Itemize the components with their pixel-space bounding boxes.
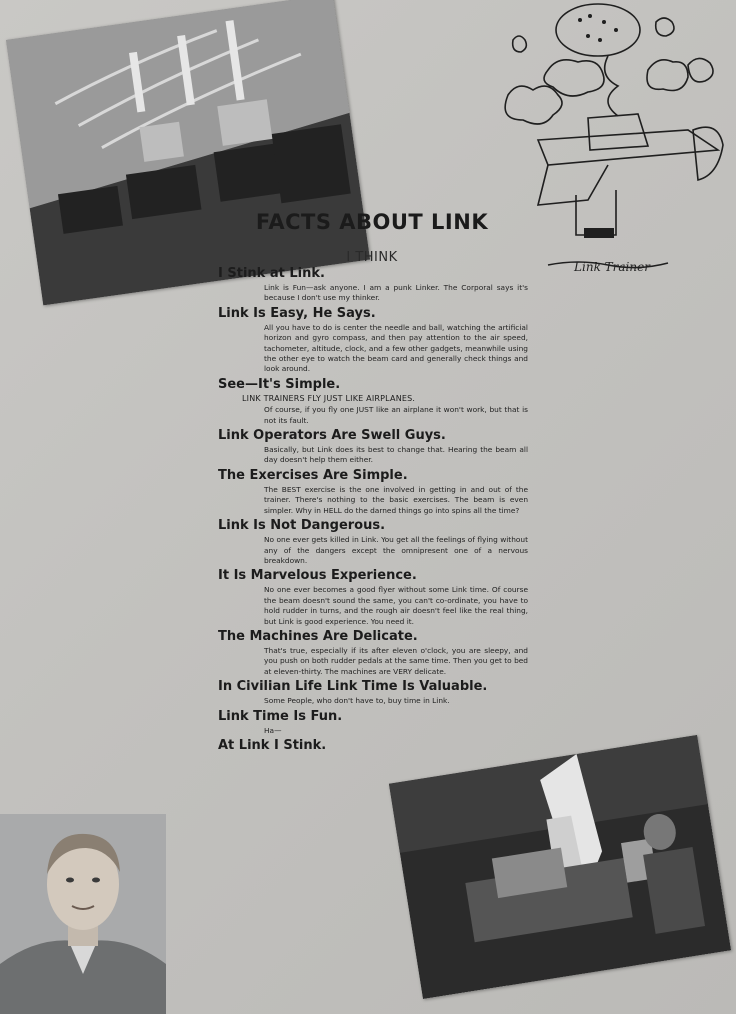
section-heading: See—It's Simple. xyxy=(218,376,341,392)
section-heading: It Is Marvelous Experience. xyxy=(218,568,417,584)
section-heading: The Machines Are Delicate. xyxy=(218,628,418,644)
section-text: Ha— xyxy=(264,725,282,735)
section-heading: Link Time Is Fun. xyxy=(218,708,343,724)
portrait-photo xyxy=(0,814,166,1014)
section-text: No one ever becomes a good flyer without some Link time. Of course the beam doesn't sound the same, you can't co-ordinate, you have to hold rudder in turns, and the rough air doesn't feel like the real thing, but Link is good experience. You need it. xyxy=(264,585,528,626)
section-text: Basically, but Link does its best to change that. Hearing the beam all day doesn't help them either. xyxy=(264,445,528,465)
sketch-caption: Link Trainer xyxy=(574,260,650,274)
section-heading: In Civilian Life Link Time Is Valuable. xyxy=(218,679,488,695)
section-text: Some People, who don't have to, buy time in Link. xyxy=(264,696,450,706)
section-text: That's true, especially if its after eleven o'clock, you are sleepy, and you push on both rudder pedals at the same time. Then you get to bed at eleven-thirty. The machines are VERY delicate. xyxy=(264,645,528,676)
link-trainer-sketch xyxy=(488,0,736,280)
section-heading: Link Operators Are Swell Guys. xyxy=(218,428,446,444)
section-text: All you have to do is center the needle and ball, watching the artificial horizon and gyro compass, and then pay attention to the air speed, tachometer, altitude, clock, and a few other gadgets, meanwhile using the other eye to watch the beam card and generally check things and look around. xyxy=(264,322,528,374)
article-title: FACTS ABOUT LINK xyxy=(255,210,489,234)
article-subtitle: I THINK xyxy=(346,250,398,265)
trainer-photo xyxy=(389,735,731,999)
article-body xyxy=(218,265,528,754)
section-text: Of course, if you fly one JUST like an airplane it won't work, but that is not its fault. xyxy=(264,405,528,425)
section-heading: Link Is Easy, He Says. xyxy=(218,305,376,321)
section-heading: I Stink at Link. xyxy=(218,266,325,281)
section-text: The BEST exercise is the one involved in getting in and out of the trainer. There's nothing to the basic exercises. The beam is even simpler. Why in HELL do the darned things go into spins all the time? xyxy=(264,484,528,515)
section-caps-line: LINK TRAINERS FLY JUST LIKE AIRPLANES. xyxy=(242,393,416,403)
section-text: Link is Fun—ask anyone. I am a punk Linker. The Corporal says it's because I don't use my thinker. xyxy=(264,283,528,303)
section-heading: The Exercises Are Simple. xyxy=(218,467,408,483)
section-heading: At Link I Stink. xyxy=(218,737,327,753)
section-heading: Link Is Not Dangerous. xyxy=(218,518,386,534)
section-text: No one ever gets killed in Link. You get all the feelings of flying without any of the dangers except the omnipresent one of a nervous breakdown. xyxy=(264,535,528,565)
